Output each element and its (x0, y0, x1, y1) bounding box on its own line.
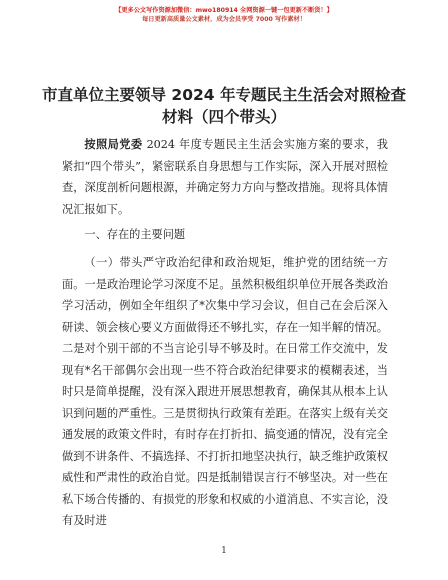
intro-rest: 2024 年度专题民主生活会实施方案的要求，我紧扣“四个带头”，紧密联系自身思想与工作实际，深入开展对照检查，深度剖析问题根源，并确定努力方向与整改措施。现将具体情况汇报如下。 (62, 138, 388, 216)
intro-block (62, 134, 388, 220)
promo-banner (0, 6, 448, 24)
section-heading: 一、存在的主要问题 (84, 228, 186, 241)
intro-paragraph (62, 134, 388, 220)
section-block (62, 224, 388, 246)
subsection-block (62, 252, 388, 532)
intro-lead: 按照局党委 (84, 137, 143, 151)
subsection-paragraph: （一）带头严守政治纪律和政治规矩，维护党的团结统一方面。一是政治理论学习深度不足。虽然积极组织单位开展各类政治学习活动，例如全年组织了*次集中学习会议，但自己在会后深入研读、领会核心要义方面做得还不够扎实，存在一知半解的情况。二是对个别干部的不当言论引导不够及时。在日常工作交流中，发现有*名干部偶尔会出现一些不符合政治纪律要求的模糊表述，当时只是简单提醒，没有深入跟进开展思想教育，确保其从根本上认识到问题的严重性。三是贯彻执行政策有差距。在落实上级有关交通发展的政策文件时，有时存在打折扣、搞变通的情况，没有完全做到不讲条件、不搞选择、不打折扣地坚决执行，缺乏维护政策权威性和严肃性的政治自觉。四是抵制错误言行不够坚决。对一些在私下场合传播的、有损党的形象和权威的小道消息、不实言论，没有及时进 (62, 256, 388, 527)
document-title: 市直单位主要领导 2024 年专题民主生活会对照检查材料（四个带头） (42, 86, 406, 126)
page-number: 1 (221, 546, 227, 556)
promo-banner-line2: 每日更新高质量公文素材，成为会员享受 7000 写作素材！ (142, 16, 306, 23)
promo-banner-line1: 【更多公文写作资源加微信：mwo180914 全网资源一键一包更新不断货！】 (115, 7, 333, 14)
